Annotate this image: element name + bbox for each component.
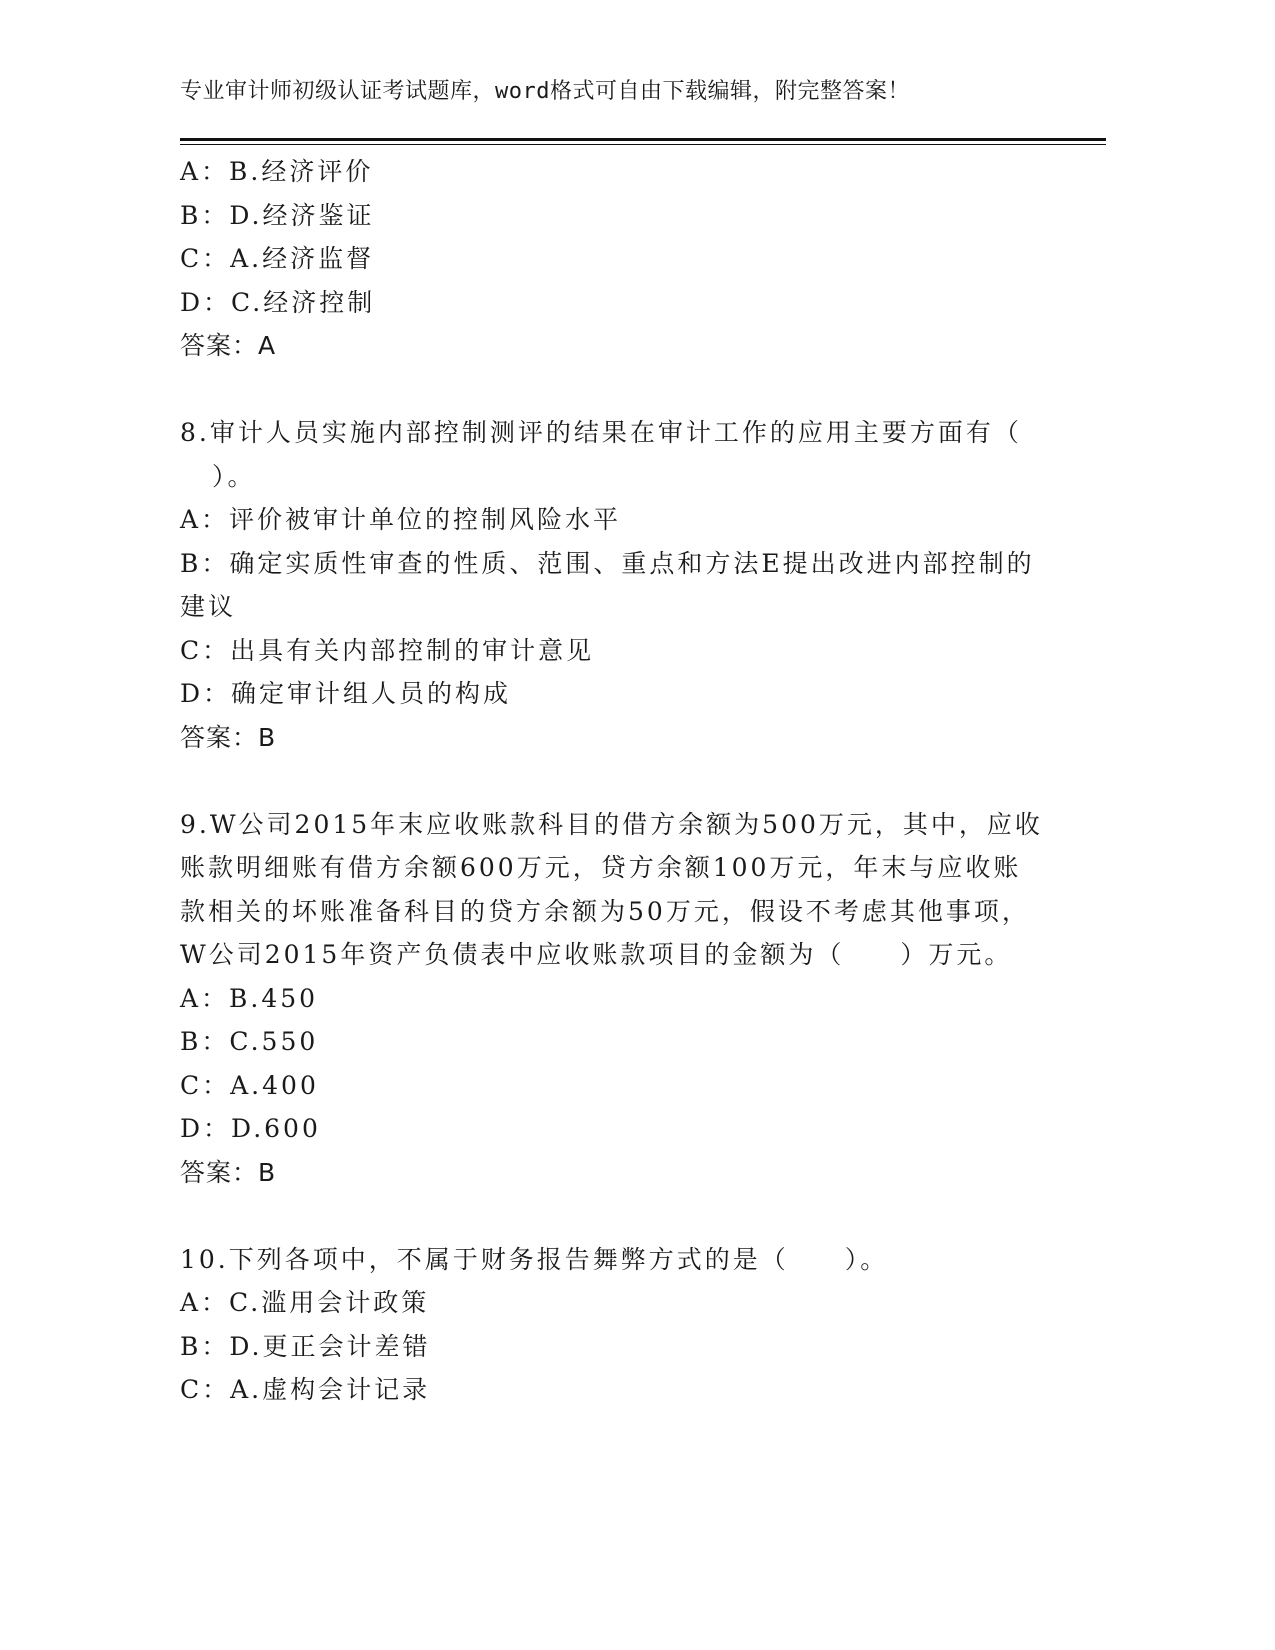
spacer [180, 759, 1040, 803]
spacer [180, 368, 1040, 412]
q7-option-a: A：B.经济评价 [180, 157, 374, 186]
q8-option-c: C：出具有关内部控制的审计意见 [180, 635, 595, 665]
q10-option-a: A：C.滥用会计政策 [180, 1288, 430, 1317]
q10-option-b: B：D.更正会计差错 [180, 1331, 431, 1361]
q7-answer: 答案：A [180, 331, 277, 360]
q9-stem-line-2: 账款明细账有借方余额600万元，贷方余额100万元，年末与应收账 [180, 853, 1022, 882]
q9-stem-line-1: 9.W公司2015年末应收账款科目的借方余额为500万元，其中，应收 [180, 809, 1043, 839]
header-rule-thin [180, 144, 1106, 145]
q9-option-b: B：C.550 [180, 1027, 319, 1056]
q9-stem-line-3: 款相关的坏账准备科目的贷方余额为50万元，假设不考虑其他事项， [180, 896, 1030, 926]
q9-option-c: C：A.400 [180, 1070, 319, 1100]
q9-option-d: D：D.600 [180, 1114, 321, 1143]
q7-option-b: B：D.经济鉴证 [180, 200, 375, 230]
q8-option-b-line-1: B：确定实质性审查的性质、范围、重点和方法E提出改进内部控制的 [180, 548, 1035, 578]
q8-stem-line-1: 8.审计人员实施内部控制测评的结果在审计工作的应用主要方面有（ [180, 418, 1022, 447]
q9-stem-line-4: W公司2015年资产负债表中应收账款项目的金额为（ ）万元。 [180, 940, 1013, 969]
q8-option-a: A：评价被审计单位的控制风险水平 [180, 505, 622, 534]
q7-option-c: C：A.经济监督 [180, 244, 375, 273]
q10-stem: 10.下列各项中，不属于财务报告舞弊方式的是（ ）。 [180, 1244, 889, 1274]
header-rule-thick [180, 138, 1106, 141]
q8-stem-line-2: ）。 [212, 461, 256, 491]
q8-option-b-line-2: 建议 [180, 592, 237, 621]
q10-option-c: C：A.虚构会计记录 [180, 1375, 431, 1404]
page-header: 专业审计师初级认证考试题库，word格式可自由下载编辑，附完整答案！ [180, 79, 910, 104]
q9-answer: 答案：B [180, 1157, 277, 1187]
q8-answer: 答案：B [180, 722, 277, 752]
q9-option-a: A：B.450 [180, 983, 319, 1013]
q7-option-d: D：C.经济控制 [180, 287, 376, 317]
q8-option-d: D：确定审计组人员的构成 [180, 679, 512, 708]
question-content [180, 150, 1043, 1412]
spacer [180, 1194, 1040, 1238]
